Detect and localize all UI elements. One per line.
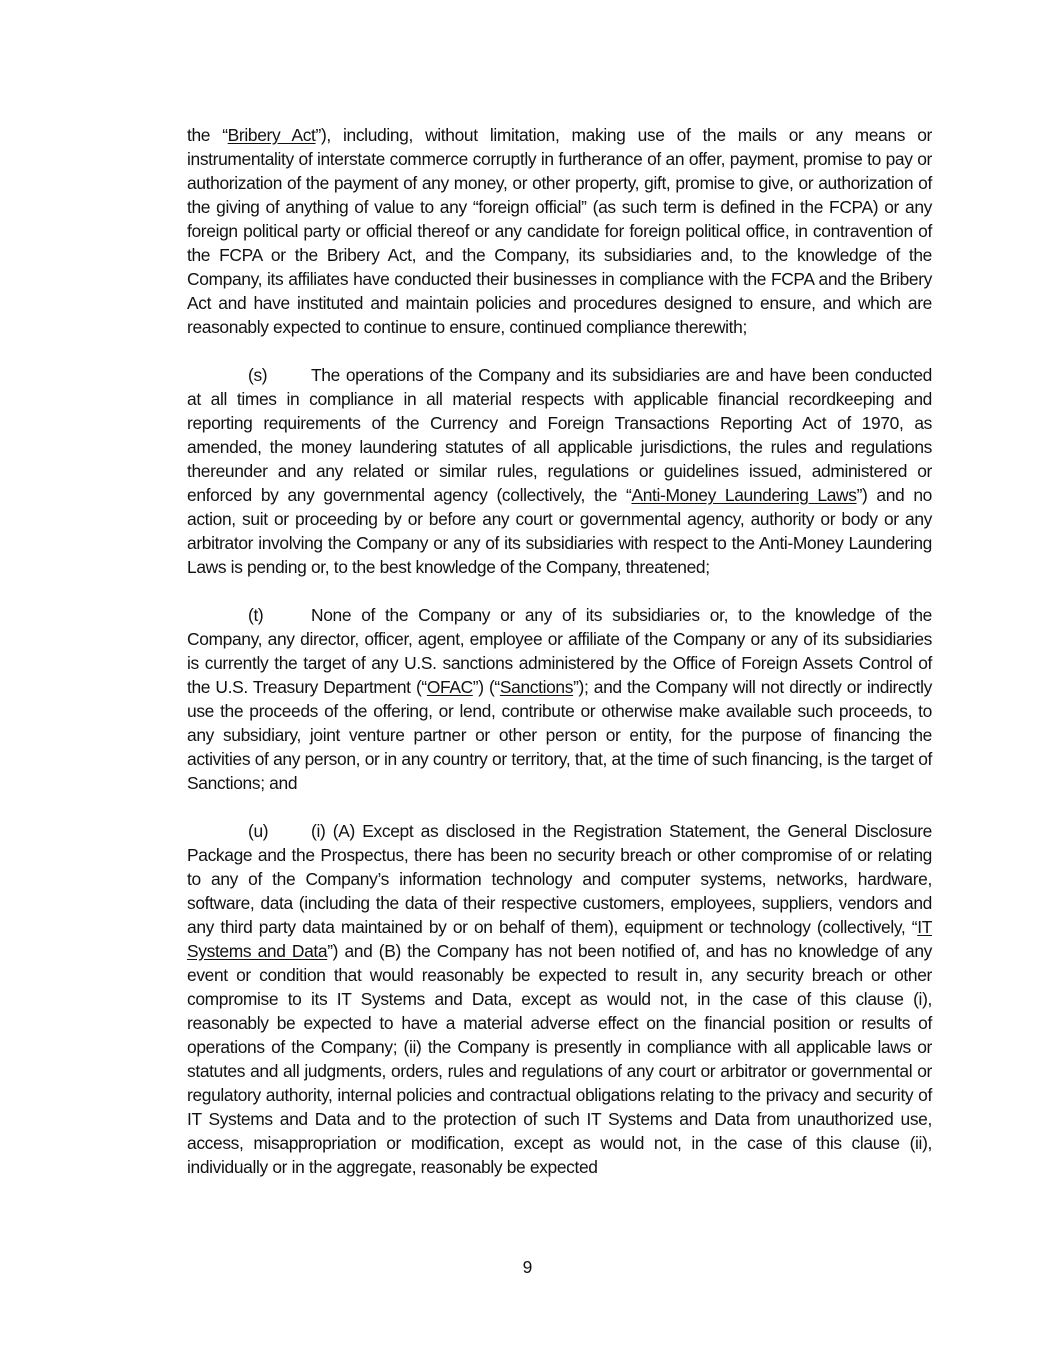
defined-term-bribery-act: Bribery Act (227, 125, 316, 145)
defined-term-anti-money-laundering-laws: Anti-Money Laundering Laws (631, 485, 857, 505)
paragraph-label-s: (s) (248, 365, 268, 385)
paragraph-r-continued: the “Bribery Act”), including, without limitation, making use of the mails or any means or instrumentality of interstate commerce corruptly in furtherance of an offer, payment, promise to pay or authorization of the payment of any money, or other property, gift, promise to give, or authorization of the giving of anything of value to any “foreign official” (as such term is defined in the FCPA) or any foreign political party or official thereof or any candidate for foreign political office, in contravention of the FCPA or the Bribery Act, and the Company, its subsidiaries and, to the knowledge of the Company, its affiliates have conducted their businesses in compliance with the FCPA and the Bribery Act and have instituted and maintain policies and procedures designed to ensure, and which are reasonably expected to continue to ensure, continued compliance therewith; (187, 125, 932, 337)
defined-term-sanctions: Sanctions (499, 677, 574, 697)
paragraph-u: (u) (i) (A) Except as disclosed in the Registration Statement, the General Disclosure Package and the Prospectus, there has been no security breach or other compromise of or relating to any of the Company’s information technology and computer systems, networks, hardware, software, data (including the data of their respective customers, employees, suppliers, vendors and any third party data maintained by or on behalf of them), equipment or technology (collectively, “IT Systems and Data”) and (B) the Company has not been notified of, and has no knowledge of any event or condition that would reasonably be expected to result in, any security breach or other compromise to its IT Systems and Data, except as would not, in the case of this clause (i), reasonably be expected to have a material adverse effect on the financial position or results of operations of the Company; (ii) the Company is presently in compliance with all applicable laws or statutes and all judgments, orders, rules and regulations of any court or arbitrator or governmental or regulatory authority, internal policies and contractual obligations relating to the privacy and security of IT Systems and Data and to the protection of such IT Systems and Data from unauthorized use, access, misappropriation or modification, except as would not, in the case of this clause (ii), individually or in the aggregate, reasonably be expected (187, 821, 932, 1177)
page-number: 9 (522, 1257, 533, 1277)
defined-term-ofac: OFAC (426, 677, 473, 697)
defined-term-it-systems-and-data: IT Systems and Data (187, 917, 932, 961)
paragraph-t: (t) None of the Company or any of its subsidiaries or, to the knowledge of the Company, any director, officer, agent, employee or affiliate of the Company or any of its subsidiaries is currently the target of any U.S. sanctions administered by the Office of Foreign Assets Control of the U.S. Treasury Department (“OFAC”) (“Sanctions”); and the Company will not directly or indirectly use the proceeds of the offering, or lend, contribute or otherwise make available such proceeds, to any subsidiary, joint venture partner or other person or entity, for the purpose of financing the activities of any person, or in any country or territory, that, at the time of such financing, is the target of Sanctions; and (187, 605, 932, 793)
paragraph-label-t: (t) (248, 605, 264, 625)
paragraph-label-u: (u) (248, 821, 269, 841)
document-body (187, 123, 932, 1203)
paragraph-s: (s) The operations of the Company and its subsidiaries are and have been conducted at all times in compliance in all material respects with applicable financial recordkeeping and reporting requirements of the Currency and Foreign Transactions Reporting Act of 1970, as amended, the money laundering statutes of all applicable jurisdictions, the rules and regulations thereunder and any related or similar rules, regulations or guidelines issued, administered or enforced by any governmental agency (collectively, the “Anti-Money Laundering Laws”) and no action, suit or proceeding by or before any court or governmental agency, authority or body or any arbitrator involving the Company or any of its subsidiaries with respect to the Anti-Money Laundering Laws is pending or, to the best knowledge of the Company, threatened; (187, 365, 932, 577)
